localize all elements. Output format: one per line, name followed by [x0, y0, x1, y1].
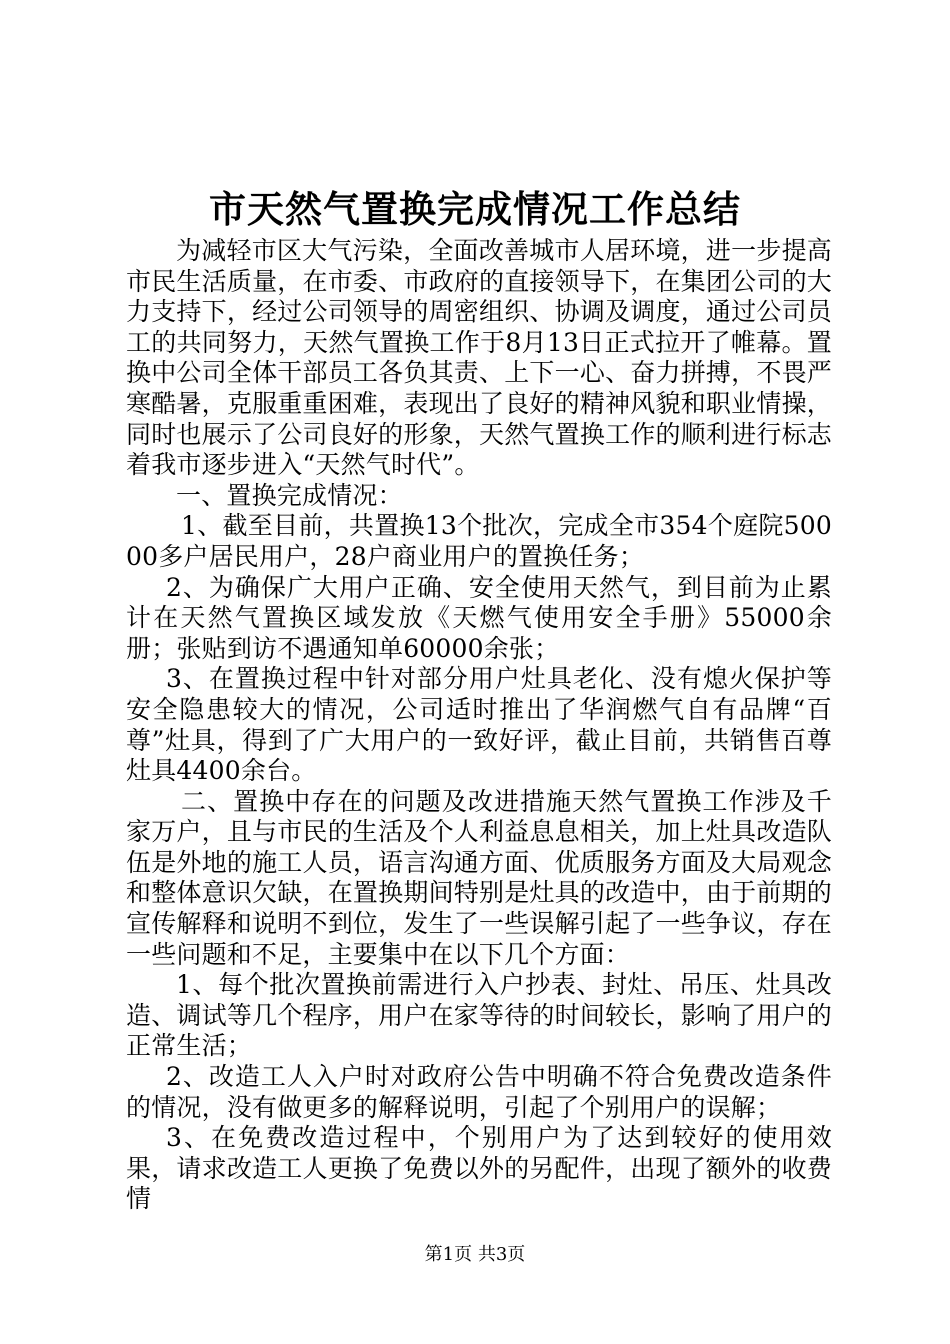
- document-title: 市天然气置换完成情况工作总结: [209, 187, 741, 231]
- document-body: [126, 236, 832, 1215]
- paragraph-item-1-3: 3、在置换过程中针对部分用户灶具老化、没有熄火保护等安全隐患较大的情况，公司适时推出了华润燃气自有品牌“百尊”灶具，得到了广大用户的一致好评，截止目前，共销售百尊灶具4400余台。: [126, 664, 832, 786]
- section-heading-2: 二、置换中存在的问题及改进措施天然气置换工作涉及千家万户，且与市民的生活及个人利益息息相关，加上灶具改造队伍是外地的施工人员，语言沟通方面、优质服务方面及大局观念和整体意识欠缺，在置换期间特别是灶具的改造中，由于前期的宣传解释和说明不到位，发生了一些误解引起了一些争议，存在一些问题和不足，主要集中在以下几个方面：: [126, 786, 832, 969]
- page-footer: 第1页 共3页: [424, 1244, 526, 1265]
- paragraph-item-2-2: 2、改造工人入户时对政府公告中明确不符合免费改造条件的情况，没有做更多的解释说明，引起了个别用户的误解；: [126, 1062, 832, 1122]
- paragraph-item-2-3: 3、在免费改造过程中，个别用户为了达到较好的使用效果，请求改造工人更换了免费以外的另配件，出现了额外的收费情: [126, 1123, 832, 1214]
- paragraph-intro: 为减轻市区大气污染，全面改善城市人居环境，进一步提高市民生活质量，在市委、市政府的直接领导下，在集团公司的大力支持下，经过公司领导的周密组织、协调及调度，通过公司员工的共同努力，天然气置换工作于8月13日正式拉开了帷幕。置换中公司全体干部员工各负其责、上下一心、奋力拼搏，不畏严寒酷暑，克服重重困难，表现出了良好的精神风貌和职业情操，同时也展示了公司良好的形象，天然气置换工作的顺利进行标志着我市逐步进入“天然气时代”。: [126, 236, 832, 480]
- paragraph-item-2-1: 1、每个批次置换前需进行入户抄表、封灶、吊压、灶具改造、调试等几个程序，用户在家等待的时间较长，影响了用户的正常生活；: [126, 970, 832, 1061]
- paragraph-item-1-2: 2、为确保广大用户正确、安全使用天然气，到目前为止累计在天然气置换区域发放《天燃气使用安全手册》55000余册；张贴到访不遇通知单60000余张；: [126, 572, 832, 663]
- paragraph-item-1-1: 1、截至目前，共置换13个批次，完成全市354个庭院50000多户居民用户，28户商业用户的置换任务；: [126, 511, 832, 571]
- section-heading-1: 一、置换完成情况：: [176, 480, 403, 510]
